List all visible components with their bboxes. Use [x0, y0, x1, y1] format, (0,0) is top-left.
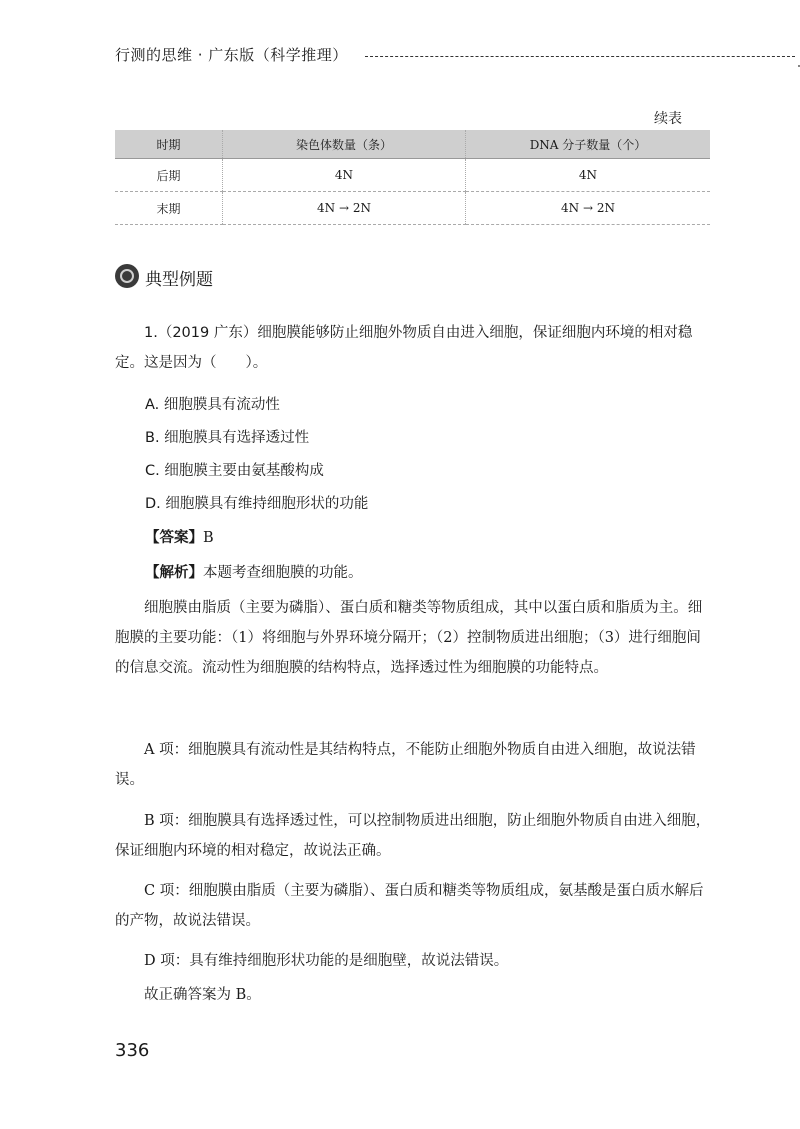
answer-line [145, 523, 715, 553]
table-row [115, 159, 710, 192]
analysis-paragraph: C 项：细胞膜由脂质（主要为磷脂）、蛋白质和糖类等物质组成，氨基酸是蛋白质水解后的产物，故说法错误。 [115, 883, 704, 929]
analysis-paragraph: A 项：细胞膜具有流动性是其结构特点，不能防止细胞外物质自由进入细胞，故说法错误。 [115, 742, 696, 788]
analysis-conclusion: 故正确答案为 B。 [144, 987, 261, 1003]
running-header [115, 40, 715, 70]
answer-value: B [203, 530, 214, 546]
option-b: B. 细胞膜具有选择透过性 [145, 430, 310, 446]
analysis-label: 【解析】 [145, 565, 203, 581]
header-rule [365, 56, 795, 57]
table-cell: 后期 [115, 159, 223, 192]
analysis-intro: 本题考查细胞膜的功能。 [203, 565, 363, 581]
analysis-paragraph: B 项：细胞膜具有选择透过性，可以控制物质进出细胞，防止细胞外物质自由进入细胞，保证细胞内环境的相对稳定，故说法正确。 [115, 813, 711, 859]
section-badge-icon [115, 264, 139, 288]
question-stem: 1.（2019 广东）细胞膜能够防止细胞外物质自由进入细胞，保证细胞内环境的相对稳定。这是因为（ ）。 [115, 325, 693, 371]
table-cell: 4N → 2N [466, 192, 711, 225]
option-a: A. 细胞膜具有流动性 [145, 397, 280, 413]
col-header-dna: DNA 分子数量（个） [466, 130, 711, 159]
option-c: C. 细胞膜主要由氨基酸构成 [145, 463, 324, 479]
table-cell: 4N [466, 159, 711, 192]
cell-division-table [115, 130, 710, 225]
section-title: 典型例题 [145, 270, 213, 290]
table-continuation-label: 续表 [654, 111, 682, 127]
col-header-period: 时期 [115, 130, 223, 159]
table-cell: 4N → 2N [223, 192, 466, 225]
table-cell: 4N [223, 159, 466, 192]
header-title: 行测的思维 · 广东版（科学推理） [115, 46, 348, 64]
col-header-chromosome: 染色体数量（条） [223, 130, 466, 159]
page-number: 336 [115, 1040, 150, 1061]
table-header-row [115, 130, 710, 159]
option-d: D. 细胞膜具有维持细胞形状的功能 [145, 496, 369, 512]
analysis-paragraph: D 项：具有维持细胞形状功能的是细胞壁，故说法错误。 [144, 953, 509, 969]
table-cell: 末期 [115, 192, 223, 225]
analysis-line [145, 558, 715, 588]
table-row [115, 192, 710, 225]
analysis-paragraph: 细胞膜由脂质（主要为磷脂）、蛋白质和糖类等物质组成，其中以蛋白质和脂质为主。细胞膜的主要功能：（1）将细胞与外界环境分隔开；（2）控制物质进出细胞；（3）进行细胞间的信息交流。流动性为细胞膜的结构特点，选择透过性为细胞膜的功能特点。 [115, 600, 703, 676]
answer-label: 【答案】 [145, 530, 203, 546]
